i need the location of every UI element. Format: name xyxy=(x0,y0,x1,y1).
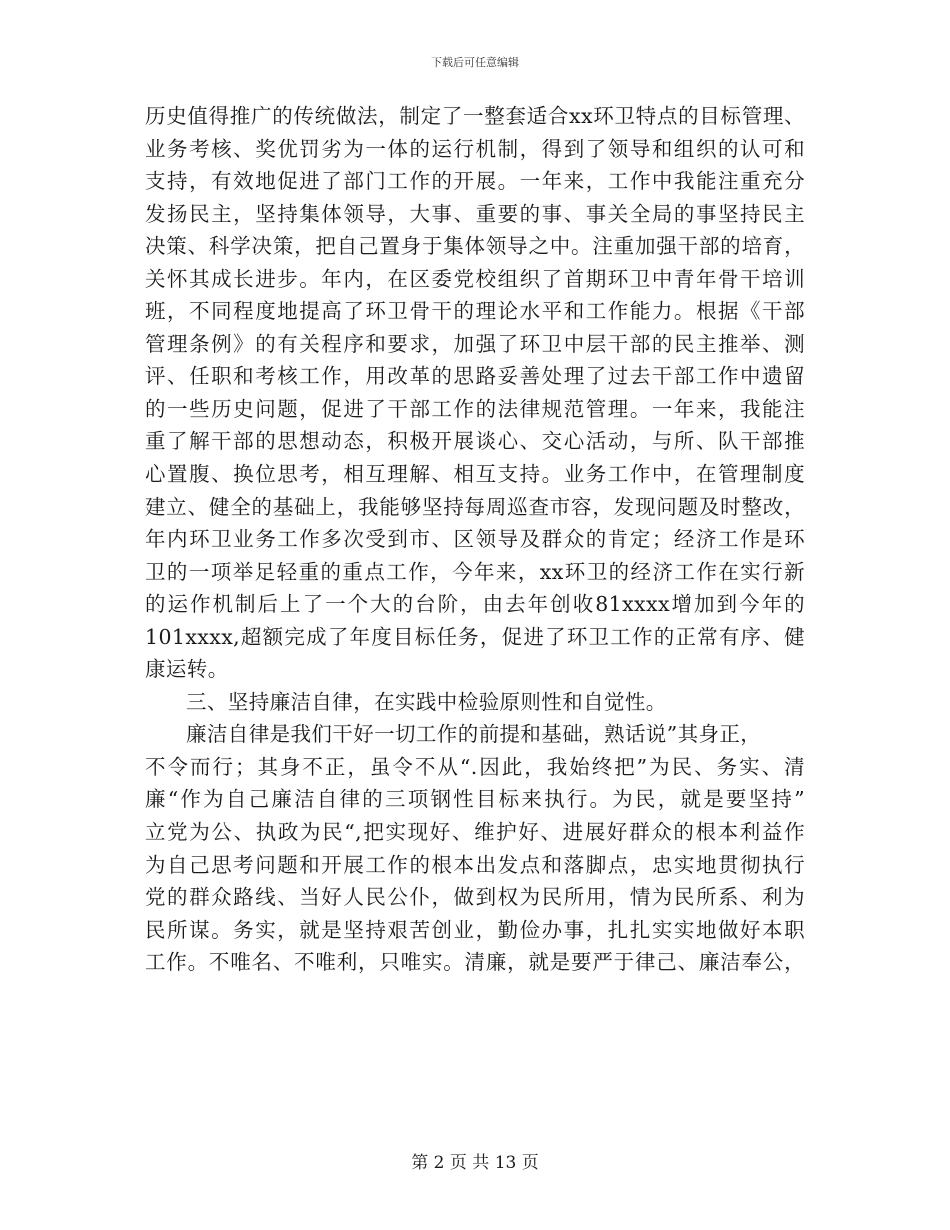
paragraph-line: 建立、健全的基础上，我能够坚持每周巡查市容，发现问题及时整改， xyxy=(145,494,805,519)
current-page-number: 2 xyxy=(433,1153,445,1173)
paragraph-line: 工作。不唯名、不唯利，只唯实。清廉，就是要严于律己、廉洁奉公， xyxy=(145,950,805,975)
paragraph-line: 廉洁自律是我们干好一切工作的前提和基础，熟话说”其身正， xyxy=(186,722,762,747)
paragraph-line: 卫的一项举足轻重的重点工作，今年来，xx环卫的经济工作在实行新 xyxy=(145,559,805,584)
page-label-suffix: 页 xyxy=(521,1153,539,1173)
paragraph-line: 的运作机制后上了一个大的台阶，由去年创收81xxxx增加到今年的 xyxy=(145,592,805,617)
page-label-prefix: 第 xyxy=(411,1153,429,1173)
paragraph-line: 关怀其成长进步。年内，在区委党校组织了首期环卫中青年骨干培训 xyxy=(145,266,805,291)
paragraph-line: 业务考核、奖优罚劣为一体的运行机制，得到了领导和组织的认可和 xyxy=(145,136,805,161)
paragraph-3 xyxy=(145,718,805,978)
paragraph-line: 廉“作为自己廉洁自律的三项钢性目标来执行。为民，就是要坚持” xyxy=(145,787,805,812)
paragraph-line: 立党为公、执政为民“,把实现好、维护好、进展好群众的根本利益作 xyxy=(145,820,805,845)
paragraph-line: 历史值得推广的传统做法，制定了一整套适合xx环卫特点的目标管理、 xyxy=(145,104,805,128)
paragraph-line: 管理条例》的有关程序和要求，加强了环卫中层干部的民主推举、测 xyxy=(145,331,805,356)
paragraph-line: 的一些历史问题，促进了干部工作的法律规范管理。一年来，我能注 xyxy=(145,396,805,421)
paragraph-line: 党的群众路线、当好人民公仆，做到权为民所用，情为民所系、利为 xyxy=(145,885,805,910)
paragraph-line: 心置腹、换位思考，相互理解、相互支持。业务工作中，在管理制度 xyxy=(145,462,805,487)
paragraph-line: 三、坚持廉洁自律，在实践中检验原则性和自觉性。 xyxy=(186,689,667,714)
paragraph-line: 101xxxx,超额完成了年度目标任务，促进了环卫工作的正常有序、健 xyxy=(145,624,805,649)
paragraph-line: 评、任职和考核工作，用改革的思路妥善处理了过去干部工作中遗留 xyxy=(145,364,805,389)
paragraph-1 xyxy=(145,100,805,686)
paragraph-line: 不令而行；其身不正，虽令不从“.因此，我始终把”为民、务实、清 xyxy=(145,754,805,779)
total-pages-number: 13 xyxy=(494,1153,517,1173)
paragraph-line: 发扬民主，坚持集体领导，大事、重要的事、事关全局的事坚持民主 xyxy=(145,201,805,226)
paragraph-line: 支持，有效地促进了部门工作的开展。一年来，工作中我能注重充分 xyxy=(145,169,805,194)
document-body xyxy=(145,100,805,979)
paragraph-line: 年内环卫业务工作多次受到市、区领导及群众的肯定；经济工作是环 xyxy=(145,527,805,552)
paragraph-line: 康运转。 xyxy=(145,657,229,682)
paragraph-line: 决策、科学决策，把自己置身于集体领导之中。注重加强干部的培育， xyxy=(145,234,805,259)
paragraph-line: 为自己思考问题和开展工作的根本出发点和落脚点，忠实地贯彻执行 xyxy=(145,852,805,877)
page-label-mid: 页 共 xyxy=(449,1153,490,1173)
paragraph-line: 班，不同程度地提高了环卫骨干的理论水平和工作能力。根据《干部 xyxy=(145,299,805,324)
page-footer xyxy=(0,1148,950,1173)
page-header: 下载后可任意编辑 xyxy=(431,56,519,69)
section-heading xyxy=(145,686,805,719)
paragraph-line: 民所谋。务实，就是坚持艰苦创业，勤俭办事，扎扎实实地做好本职 xyxy=(145,917,805,942)
paragraph-line: 重了解干部的思想动态，积极开展谈心、交心活动，与所、队干部推 xyxy=(145,429,805,454)
